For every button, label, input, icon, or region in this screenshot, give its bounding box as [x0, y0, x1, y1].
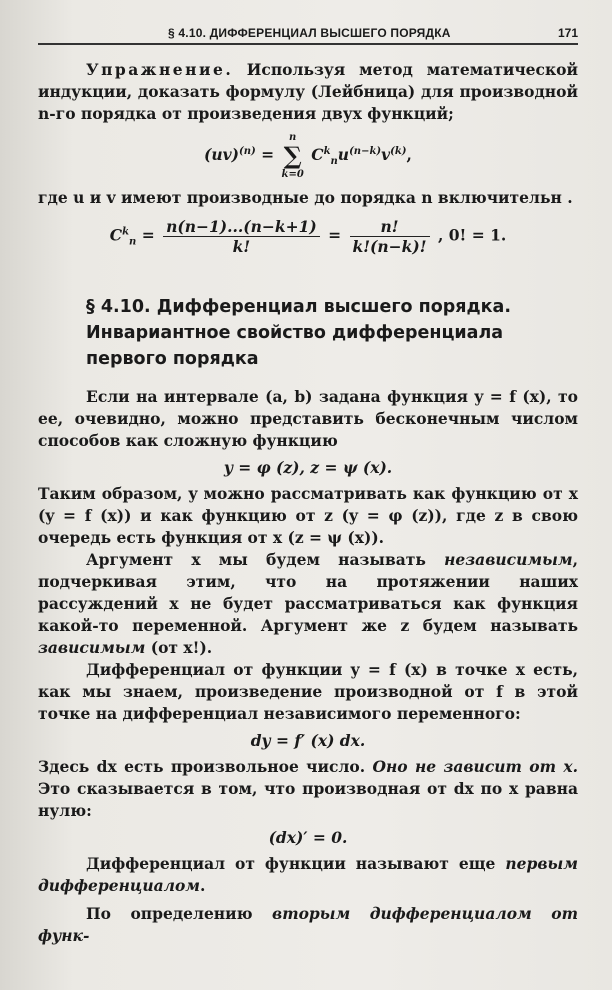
summation-sign: n ∑ k=0: [281, 132, 304, 180]
equation-composite: y = φ (z), z = ψ (x).: [223, 458, 393, 477]
running-title: § 4.10. ДИФФЕРЕНЦИАЛ ВЫСШЕГО ПОРЯДКА: [168, 26, 451, 40]
equation-dx-derivative: (dx)′ = 0.: [268, 828, 348, 847]
page-number: 171: [557, 26, 578, 40]
paragraph-4: Дифференциал от функции y = f (x) в точке x есть, как мы знаем, произведение производной от f в этой точке на дифференциал независимого переменного:: [38, 660, 578, 723]
exercise-lead: Упражнение.: [86, 60, 234, 79]
binomial-formula: $C^k_n$ = $\frac{n(n-1)...(n-k+1)}{k!}$ = $\frac{n!}{k!(n-k)!}$ , 0! = 1.: [109, 217, 507, 256]
exercise-condition: где u и v имеют производные до порядка n включительн .: [38, 188, 573, 207]
binomial-fraction-1: $\frac{n(n-1)...(n-k+1)}{k!}$: [163, 217, 320, 256]
paragraph-7: По определению вторым дифференциалом от функ-: [38, 904, 578, 945]
binomial-fraction-2: $\frac{n!}{k!(n-k)!}$: [350, 217, 430, 256]
paragraph-2: Таким образом, y можно рассматривать как функцию от x (y = f (x)) и как функцию от z (y = φ (z)), где z в свою очередь есть функция от x (z = ψ (x)).: [38, 484, 578, 547]
paragraph-3: Аргумент x мы будем называть независимым, подчеркивая этим, что на протяжении наших рассуждений x не будет рассматриваться как функция какой-то переменной. Аргумент же z будем называть зависимым (от x!).: [38, 550, 578, 657]
paragraph-5: Здесь dx есть произвольное число. Оно не зависит от x. Это сказывается в том, что производная от dx по x равна нулю:: [38, 757, 578, 820]
exercise-text: Используя метод математической индукции, доказать формулу (Лейбница) для производной n-го порядка от произведения двух функций;: [38, 60, 578, 123]
section-title: § 4.10. Дифференциал высшего порядка. Инвариантное свойство дифференциала первого порядка: [86, 297, 511, 369]
paragraph-6: Дифференциал от функции называют еще первым дифференциалом.: [38, 854, 578, 895]
running-header: [38, 26, 578, 45]
leibniz-formula: (uv)$^{(n)}$ = n ∑ k=0 $C^k_nu^{(n-k)}v^{(k)}$,: [204, 132, 412, 180]
exercise-paragraph: [38, 59, 578, 125]
equation-differential: dy = f′ (x) dx.: [250, 731, 366, 750]
paragraph-1: Если на интервале (a, b) задана функция y = f (x), то ее, очевидно, можно представить бесконечным числом способов как сложную функцию: [38, 387, 578, 450]
